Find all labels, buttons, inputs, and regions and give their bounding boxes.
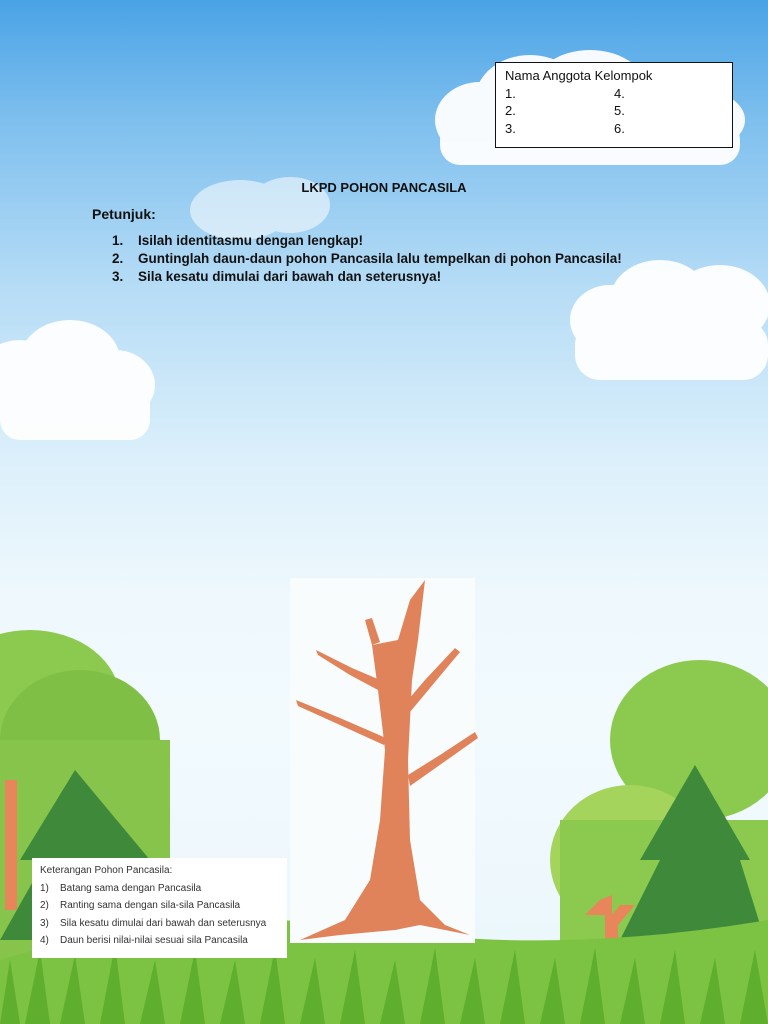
group-members-title: Nama Anggota Kelompok [505, 68, 653, 83]
instructions-label: Petunjuk: [92, 206, 156, 222]
instruction-item [112, 250, 622, 268]
group-members-box [495, 62, 733, 148]
instruction-text: Isilah identitasmu dengan lengkap! [138, 233, 364, 248]
instruction-number: 2. [112, 251, 124, 266]
member-number: 1. [505, 85, 516, 101]
legend-text: Ranting sama dengan sila-sila Pancasila [60, 900, 241, 911]
legend-number: 1) [40, 882, 49, 894]
legend-text: Daun berisi nilai-nilai sesuai sila Pancasila [60, 935, 248, 946]
worksheet-title: LKPD POHON PANCASILA [301, 180, 467, 195]
cloud-left [0, 320, 155, 440]
instruction-number: 1. [112, 233, 124, 248]
member-number: 2. [505, 103, 516, 118]
member-number: 5. [614, 103, 625, 118]
legend-text: Sila kesatu dimulai dari bawah dan seterusnya [60, 917, 267, 929]
instruction-number: 3. [112, 269, 124, 284]
legend-item [40, 897, 279, 915]
instructions-list [112, 232, 622, 286]
member-number: 4. [614, 85, 625, 101]
legend-item [40, 880, 279, 898]
group-members-row [505, 120, 723, 138]
group-members-row [505, 85, 723, 103]
instruction-text: Guntinglah daun-daun pohon Pancasila lalu tempelkan di pohon Pancasila! [138, 251, 622, 266]
legend-number: 3) [40, 917, 49, 929]
instruction-item [112, 232, 622, 250]
legend-number: 2) [40, 900, 49, 911]
tree-legend-box [32, 858, 287, 958]
legend-title: Keterangan Pohon Pancasila: [40, 865, 173, 876]
member-number: 3. [505, 120, 516, 136]
group-members-row [505, 102, 723, 120]
instruction-text: Sila kesatu dimulai dari bawah dan seterusnya! [138, 269, 442, 284]
member-number: 6. [614, 120, 625, 136]
legend-number: 4) [40, 935, 49, 946]
instruction-item [112, 268, 622, 286]
legend-item [40, 932, 279, 950]
legend-item [40, 915, 279, 933]
legend-text: Batang sama dengan Pancasila [60, 882, 202, 894]
